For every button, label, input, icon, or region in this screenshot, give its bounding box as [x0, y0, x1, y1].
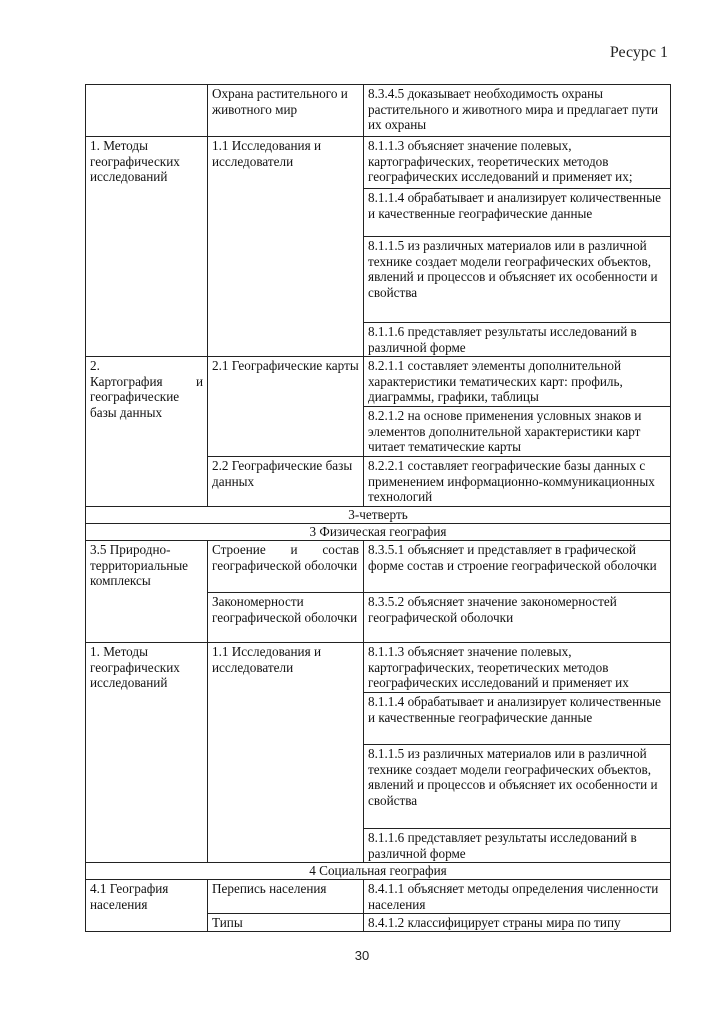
topic-cell: Перепись населения	[208, 880, 364, 914]
table-row	[86, 137, 671, 189]
section-cell: 1. Методы географических исследований	[86, 137, 208, 357]
topic-cell: 2.2 Географические базы данных	[208, 457, 364, 507]
goal-cell: 8.1.1.6 представляет результаты исследований в различной форме	[364, 829, 671, 863]
section-title-line	[90, 374, 203, 390]
section-cell: 3.5 Природно-территориальные комплексы	[86, 541, 208, 643]
topic-word: Строение	[212, 542, 266, 557]
curriculum-table	[85, 84, 671, 932]
table-row	[86, 507, 671, 524]
goal-cell: 8.1.1.3 объясняет значение полевых, картографических, теоретических методов географических исследований и применяет их;	[364, 137, 671, 189]
topic-cell: 2.1 Географические карты	[208, 357, 364, 457]
section-heading: 4 Социальная география	[86, 863, 671, 880]
goal-cell: 8.1.1.4 обрабатывает и анализирует количественные и качественные географические данные	[364, 189, 671, 237]
section-cell	[86, 357, 208, 507]
goal-cell: 8.2.1.1 составляет элементы дополнительной характеристики тематических карт: профиль, диаграммы, графики, таблицы	[364, 357, 671, 407]
quarter-heading: 3-четверть	[86, 507, 671, 524]
goal-cell: 8.1.1.6 представляет результаты исследований в различной форме	[364, 323, 671, 357]
section-title-rest: географические базы данных	[90, 389, 180, 420]
goal-cell: 8.3.5.2 объясняет значение закономерностей географической оболочки	[364, 593, 671, 643]
topic-title-line	[212, 542, 359, 558]
goal-cell: 8.1.1.5 из различных материалов или в различной технике создает модели географических объектов, явлений и процессов и объясняет их особенности и свойства	[364, 745, 671, 829]
table-row	[86, 541, 671, 593]
goal-cell: 8.4.1.2 классифицирует страны мира по типу	[364, 914, 671, 932]
page-number: 30	[354, 948, 370, 963]
goal-cell: 8.1.1.4 обрабатывает и анализирует количественные и качественные географические данные	[364, 693, 671, 745]
goal-cell: 8.3.5.1 объясняет и представляет в графической форме состав и строение географической оболочки	[364, 541, 671, 593]
section-word: Картография	[90, 373, 163, 389]
goal-cell: 8.1.1.5 из различных материалов или в различной технике создает модели географических объектов, явлений и процессов и объясняет их особенности и свойства	[364, 237, 671, 323]
goal-cell: 8.2.2.1 составляет географические базы данных с применением информационно-коммуникационных технологий	[364, 457, 671, 507]
topic-word: состав	[322, 542, 360, 557]
topic-cell: Типы	[208, 914, 364, 932]
topic-title-rest: географической оболочки	[212, 557, 358, 573]
goal-cell: 8.4.1.1 объясняет методы определения численности населения	[364, 880, 671, 914]
table-row	[86, 524, 671, 541]
section-word: и	[195, 373, 203, 389]
topic-cell: 1.1 Исследования и исследователи	[208, 643, 364, 863]
resource-label: Ресурс 1	[609, 44, 668, 61]
table-row	[86, 880, 671, 914]
table-row	[86, 863, 671, 880]
topic-word: и	[290, 542, 298, 557]
table-row	[86, 85, 671, 137]
goal-cell: 8.2.1.2 на основе применения условных знаков и элементов дополнительной характеристики карт читает тематические карты	[364, 407, 671, 457]
goal-cell: 8.1.1.3 объясняет значение полевых, картографических, теоретических методов географических исследований и применяет их	[364, 643, 671, 693]
topic-cell: Охрана растительного и животного мир	[208, 85, 364, 137]
table-row	[86, 643, 671, 693]
empty-cell	[86, 85, 208, 137]
topic-cell: 1.1 Исследования и исследователи	[208, 137, 364, 357]
table-row	[86, 357, 671, 407]
topic-cell	[208, 541, 364, 593]
topic-cell: Закономерности географической оболочки	[208, 593, 364, 643]
section-number: 2.	[90, 358, 100, 373]
section-cell: 4.1 География населения	[86, 880, 208, 932]
section-cell: 1. Методы географических исследований	[86, 643, 208, 863]
section-heading: 3 Физическая география	[86, 524, 671, 541]
goal-cell: 8.3.4.5 доказывает необходимость охраны растительного и животного мира и предлагает пути их охраны	[364, 85, 671, 137]
